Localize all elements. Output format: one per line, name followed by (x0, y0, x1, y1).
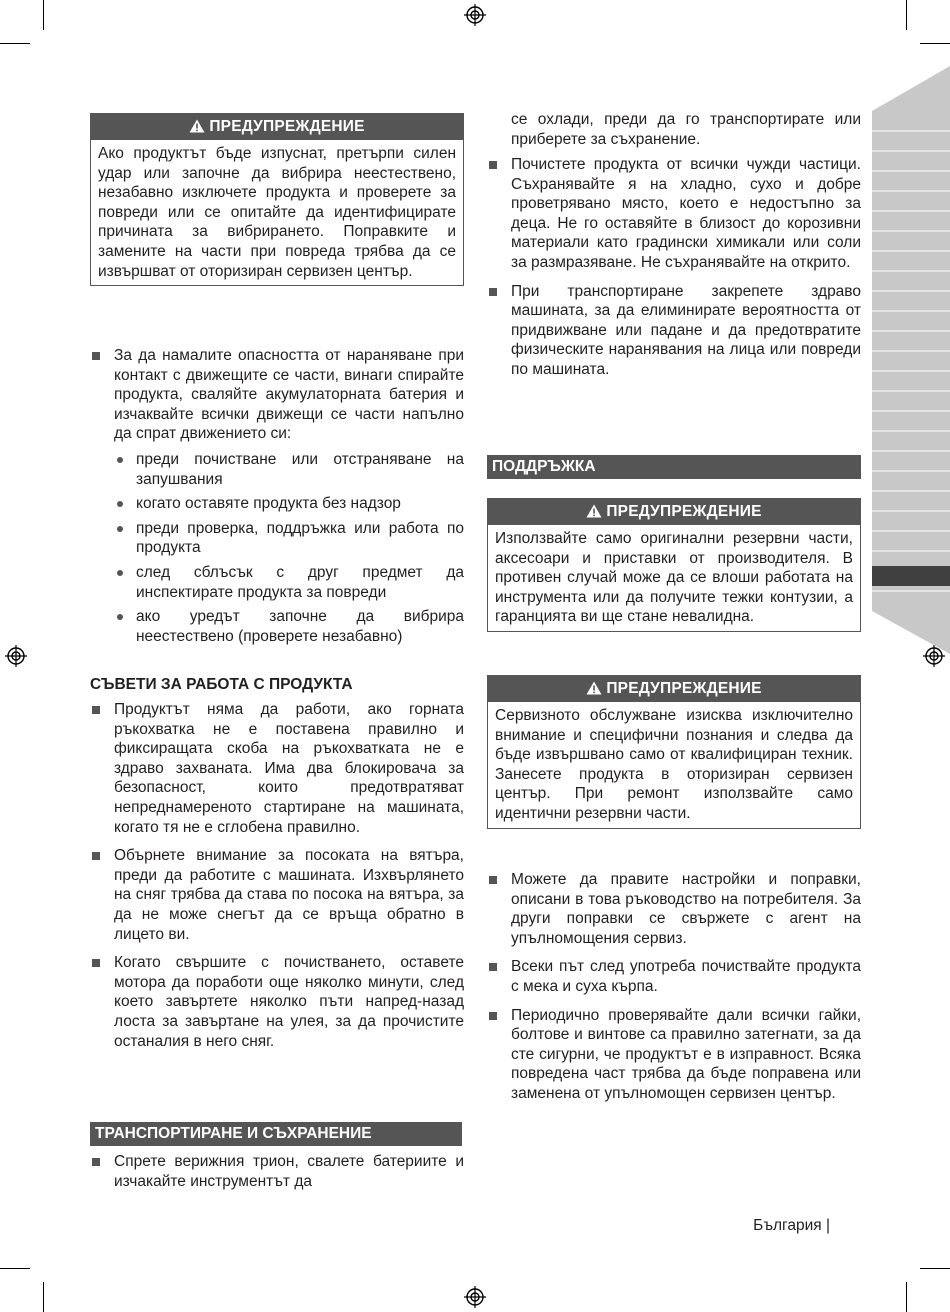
registration-mark-icon (464, 1286, 486, 1308)
warning-header (488, 676, 860, 702)
page-footer-language: България | (753, 1217, 830, 1234)
sub-list-item: преди почистване или отстраняване на запушвания (114, 450, 464, 489)
list-item: Спрете верижния трион, свалете батериите и изчакайте инструментът да (90, 1152, 464, 1191)
warning-triangle-icon (189, 119, 205, 133)
warning-text: Сервизното обслужване изисква изключително внимание и специфични познания и следва да бъде извършвано само от квалифициран техник. Занесете продукта в оторизиран сервизен център. При ремонт използвайте само идентични резервни части. (495, 707, 853, 822)
crop-mark (0, 1268, 30, 1269)
warning-box (90, 113, 464, 286)
list-item: Почистете продукта от всички чужди частици. Съхранявайте я на хладно, сухо и добре проветрявано място, което е недостъпно за деца. Не го оставяйте в близост до корозивни материали като градински химикали или соли за размразяване. Не съхранявайте на открито. (487, 155, 861, 273)
warning-title: ПРЕДУПРЕЖДЕНИЕ (606, 680, 762, 697)
list-item: Можете да правите настройки и поправки, описани в това ръководство на потребителя. За други поправки се свържете с агент на упълномощения сервиз. (487, 870, 861, 948)
language-tab-strip (872, 66, 950, 654)
sub-list-item: ако уредът започне да вибрира неестествено (проверете незабавно) (114, 607, 464, 646)
transport-list-continued (487, 155, 861, 380)
warning-text: Ако продуктът бъде изпуснат, претърпи силен удар или започне да вибрира неестествено, незабавно изключете продукта и проверете за повреди или се опитайте да идентифицирате причината за вибрирането. Поправките и замените на части при повреда трябва да се извършват от оторизиран сервизен център. (98, 145, 456, 280)
section-heading: ПОДДРЪЖКА (487, 455, 861, 479)
safety-list (90, 346, 464, 646)
warning-title: ПРЕДУПРЕЖДЕНИЕ (606, 503, 762, 520)
paragraph-continued: се охлади, преди да го транспортирате или приберете за съхранение. (511, 111, 861, 148)
tips-list (90, 700, 464, 1051)
warning-text: Използвайте само оригинални резервни части, аксесоари и приставки от производителя. В противен случай може да се влоши работата на инструмента или да получите тежки контузии, а гаранцията ви ще стане невалидна. (495, 530, 853, 626)
warning-triangle-icon (586, 504, 602, 518)
transport-list (90, 1152, 464, 1191)
section-heading: ТРАНСПОРТИРАНЕ И СЪХРАНЕНИЕ (90, 1122, 462, 1146)
list-item (90, 346, 464, 646)
crop-mark (920, 43, 950, 44)
warning-title: ПРЕДУПРЕЖДЕНИЕ (209, 118, 365, 135)
maintenance-list (487, 870, 861, 1104)
section-heading: СЪВЕТИ ЗА РАБОТА С ПРОДУКТА (90, 676, 353, 693)
language-tab-active (872, 566, 950, 586)
list-item: Периодично проверявайте дали всички гайки, болтове и винтове са правилно затегнати, за да сте сигурни, че продуктът е в изправност. Всяка повредена част трябва да бъде поправена или заменена от упълномощен сервизен център. (487, 1006, 861, 1104)
sub-list-item: преди проверка, поддръжка или работа по продукта (114, 519, 464, 558)
crop-mark (906, 0, 907, 30)
warning-box (487, 498, 861, 632)
sub-list-item: когато оставяте продукта без надзор (114, 494, 464, 514)
warning-triangle-icon (586, 681, 602, 695)
list-item-text: За да намалите опасността от нараняване при контакт с движещите се части, винаги спирайте продукта, сваляйте акумулаторната батерия и изчаквайте всички движещи се части напълно да спрат движението си: (114, 347, 464, 443)
warning-header (91, 114, 463, 140)
registration-mark-icon (5, 645, 27, 667)
list-item: Всеки път след употреба почиствайте продукта с мека и суха кърпа. (487, 957, 861, 996)
crop-mark (0, 43, 30, 44)
crop-mark (43, 0, 44, 30)
warning-header (488, 499, 860, 525)
list-item: При транспортиране закрепете здраво машината, за да елиминирате вероятността от придвижване или падане и да предотвратите физическите наранявания на лица или повреди по машината. (487, 282, 861, 380)
list-item: Когато свършите с почистването, оставете мотора да поработи още няколко минути, след което завъртете няколко пъти напред-назад лоста за завъртане на улея, за да прочистите останалия в него сняг. (90, 953, 464, 1051)
warning-box (487, 675, 861, 829)
list-item: Обърнете внимание за посоката на вятъра, преди да работите с машината. Изхвърлянето на сняг трябва да става по посока на вятъра, за да не може снегът да се връща обратно в лицето ви. (90, 846, 464, 944)
registration-mark-icon (464, 4, 486, 26)
sub-list (114, 450, 464, 646)
list-item: Продуктът няма да работи, ако горната ръкохватка не е поставена правилно и фиксиращата скоба на ръкохватката не е здраво захваната. Има два блокировача за безопасност, които предотвратяват непреднамереното стартиране на машината, когато тя не е сглобена правилно. (90, 700, 464, 837)
crop-mark (906, 1282, 907, 1312)
sub-list-item: след сблъсък с друг предмет да инспектирате продукта за повреди (114, 563, 464, 602)
crop-mark (920, 1268, 950, 1269)
crop-mark (43, 1282, 44, 1312)
